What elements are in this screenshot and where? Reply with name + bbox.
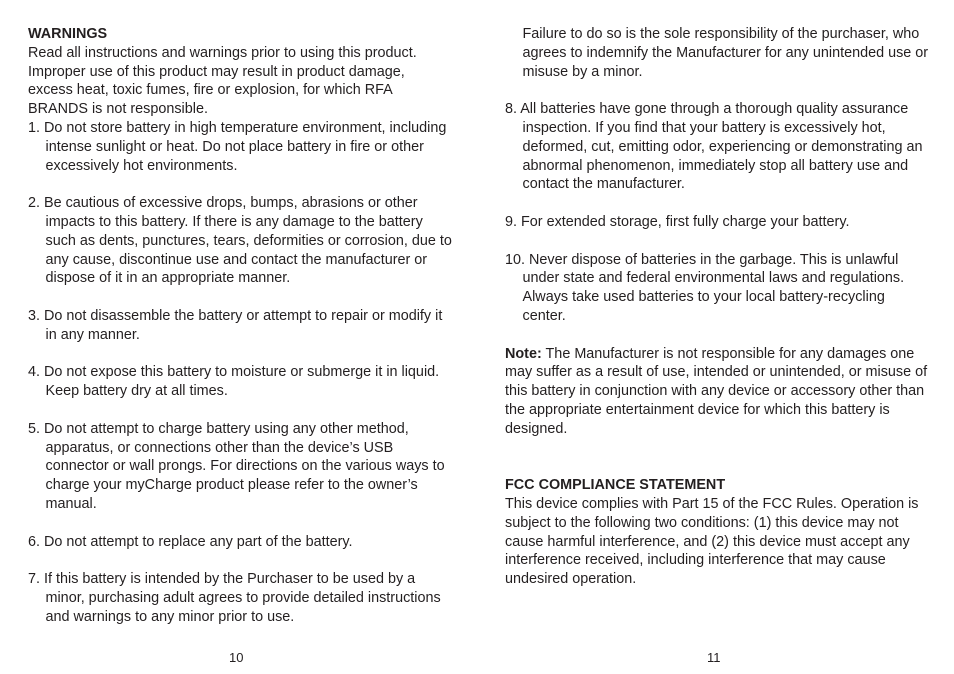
warning-item-3: 3. Do not disassemble the battery or attempt to repair or modify it in any manner. <box>28 307 443 343</box>
note-label: Note: <box>505 345 542 362</box>
warnings-heading: WARNINGS <box>28 26 108 42</box>
warning-item-4: 4. Do not expose this battery to moisture or submerge it in liquid. Keep battery dry at all times. <box>28 364 440 400</box>
warning-item-2: 2. Be cautious of excessive drops, bumps, abrasions or other impacts to this battery. If there is any damage to the battery such as dents, punctures, tears, deformities or corrosion, due to any cause, discontinue use and contact the manufacturer or dispose of it in an appropriate manner. <box>28 195 452 287</box>
warning-item-5: 5. Do not attempt to charge battery using any other method, apparatus, or connections other than the device’s USB connector or wall prongs. For directions on the various ways to charge your myCharge product please refer to the owner’s manual. <box>28 420 445 512</box>
warning-item-6: 6. Do not attempt to replace any part of the battery. <box>28 533 353 550</box>
fcc-heading: FCC COMPLIANCE STATEMENT <box>505 477 726 494</box>
warning-item-8: 8. All batteries have gone through a thorough quality assurance inspection. If you find that your battery is excessively hot, deformed, cut, emitting odor, experiencing or demonstrating an abnormal phenomenon, immediately stop all battery use and contact the manufacturer. <box>505 101 923 193</box>
left-page <box>28 25 452 627</box>
fcc-text: This device complies with Part 15 of the FCC Rules. Operation is subject to the following two conditions: (1) this device may not cause harmful interference, and (2) this device must accept any interference received, including interference that may cause undesired operation. <box>505 495 919 588</box>
note-text: The Manufacturer is not responsible for any damages one may suffer as a result of use, intended or unintended, or misuse of this battery in conjunction with any device or accessory other than the appropriate entertainment device for which this battery is designed. <box>505 345 928 437</box>
note-paragraph <box>505 345 930 439</box>
page-number-right: 11 <box>707 650 721 665</box>
warning-item-7-continuation: Failure to do so is the sole responsibility of the purchaser, who agrees to indemnify the Manufacturer for any unintended use or misuse by a minor. <box>522 26 929 80</box>
warnings-intro: Read all instructions and warnings prior to using this product. Improper use of this product may result in product damage, excess heat, toxic fumes, fire or explosion, for which RFA BRANDS is not responsible. <box>28 44 417 118</box>
warning-item-1: 1. Do not store battery in high temperature environment, including intense sunlight or heat. Do not place battery in fire or other excessively hot environments. <box>28 119 447 174</box>
warning-item-7: 7. If this battery is intended by the Purchaser to be used by a minor, purchasing adult agrees to provide detailed instructions and warnings to any minor prior to use. <box>28 571 441 625</box>
right-page <box>505 25 930 589</box>
warning-item-9: 9. For extended storage, first fully charge your battery. <box>505 213 850 230</box>
warning-item-10: 10. Never dispose of batteries in the garbage. This is unlawful under state and federal environmental laws and regulations. Always take used batteries to your local battery-recycling center. <box>505 251 905 324</box>
page-number-left: 10 <box>229 650 244 665</box>
